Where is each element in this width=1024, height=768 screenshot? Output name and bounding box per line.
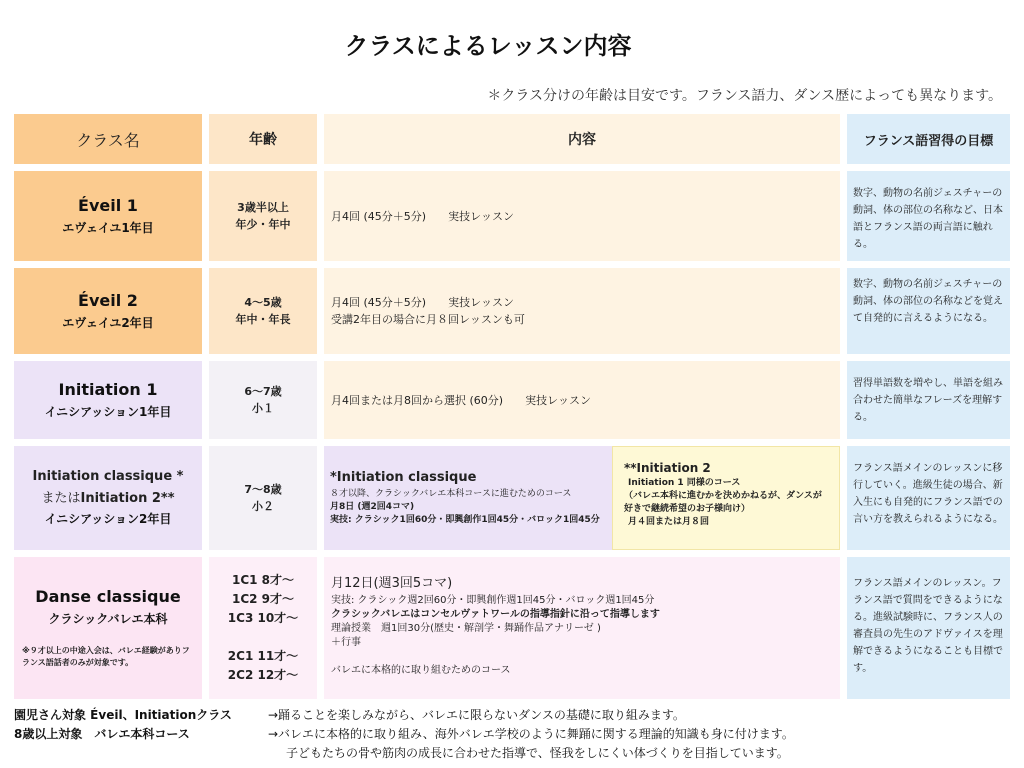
- row-initiation1-goal: 習得単語数を増やし、単語を組み合わせた簡単なフレーズを理解する。: [847, 361, 1010, 439]
- i2-line: 好きで継続希望のお子様向け）: [624, 504, 751, 514]
- age-line: 1C1 8才〜: [231, 573, 295, 587]
- ic-line: 実技: クラシック1回60分・即興創作1回45分・バロック1回45分: [330, 515, 600, 525]
- age-line: 6〜7歳: [244, 385, 282, 398]
- row-eveil2-name: [14, 268, 202, 354]
- header-goal-label: フランス語習得の目標: [863, 133, 994, 149]
- content-line: 月4回または月8回から選択 (60分) 実技レッスン: [331, 393, 591, 407]
- age-line: 小２: [252, 500, 274, 513]
- header-age-label: 年齢: [249, 132, 277, 148]
- row-initiation1-subtitle: イニシアッション1年目: [44, 405, 172, 419]
- row-danse-content: [324, 557, 840, 699]
- row-eveil1-goal: 数字、動物の名前ジェスチャーの動詞、体の部位の名称など、日本語とフランス語の両言語に触れる。: [847, 171, 1010, 261]
- bottom-label-2: 8歳以上対象 バレエ本科コース: [14, 727, 190, 741]
- header-class-name: [14, 114, 202, 164]
- row-initiation1-title: Initiation 1: [58, 380, 158, 399]
- row-danse-name: [14, 557, 202, 699]
- row-initiation2-name: [14, 446, 202, 550]
- row-eveil2-age: [209, 268, 317, 354]
- row-danse-note: ※９才以上の中途入会は、バレエ経験がありフランス語話者のみが対象です。: [22, 646, 190, 667]
- i2-line: Initiation 1 同様のコース: [628, 478, 741, 488]
- content-line: 受講2年目の場合に月８回レッスンも可: [331, 313, 525, 326]
- i2-line: 月４回または月８回: [628, 517, 710, 527]
- age-line: 年中・年長: [235, 313, 291, 326]
- header-content: [324, 114, 840, 164]
- row-eveil1-age: [209, 171, 317, 261]
- row-initiation2-age: [209, 446, 317, 550]
- age-line: 2C2 12才〜: [227, 668, 299, 682]
- row-initiation1-age: [209, 361, 317, 439]
- row-initiation2-subtitle: イニシアッション2年目: [44, 512, 172, 526]
- row-initiation1-content: [324, 361, 840, 439]
- age-line: 1C3 10才〜: [227, 611, 299, 625]
- header-class-name-label: クラス名: [76, 130, 140, 150]
- row-danse-subtitle: クラシックバレエ本科: [48, 612, 168, 626]
- age-line: 3歳半以上: [237, 201, 289, 214]
- row-eveil2-goal: 数字、動物の名前ジェスチャーの動詞、体の部位の名称などを覚えて自発的に言えるようになる。: [847, 268, 1010, 354]
- content-line: ＋行事: [331, 637, 361, 648]
- content-line: バレエに本格的に取り組むためのコース: [331, 665, 511, 676]
- initiation2-heading: **Initiation 2: [624, 461, 711, 475]
- content-line: クラシックバレエはコンセルヴァトワールの指導指針に沿って指導します: [331, 609, 660, 620]
- initiation-classique-heading: *Initiation classique: [330, 470, 477, 485]
- bottom-text-1: →踊ることを楽しみながら、バレエに限らないダンスの基礎に取り組みます。: [268, 708, 685, 722]
- header-goal: [847, 114, 1010, 164]
- content-line: 月4回 (45分＋5分) 実技レッスン: [331, 209, 514, 223]
- bottom-text-3: 子どもたちの骨や筋肉の成長に合わせた指導で、怪我をしにくい体づくりを目指しています。: [286, 746, 789, 760]
- i2-line: （バレエ本科に進むかを決めかねるが、ダンスが: [624, 491, 822, 501]
- initiation2-box: [612, 446, 840, 550]
- row-eveil1-content: [324, 171, 840, 261]
- row-danse-age: [209, 557, 317, 699]
- ic-line: ８才以降、クラシックバレエ本科コースに進むためのコース: [330, 489, 572, 499]
- row-initiation2-goal: フランス語メインのレッスンに移行していく。進級生徒の場合、新入生にも自発的にフランス語での言い方を教えられるようになる。: [847, 446, 1010, 550]
- content-line: 理論授業 週1回30分(歴史・解剖学・舞踊作品アナリーゼ ): [331, 623, 601, 634]
- row-eveil1-name: [14, 171, 202, 261]
- row-initiation-classique-title: Initiation classique *: [32, 469, 184, 484]
- or-label: または: [41, 491, 81, 506]
- age-line: 年少・年中: [235, 218, 291, 231]
- row-eveil1-title: Éveil 1: [78, 196, 138, 215]
- row-danse-goal: フランス語メインのレッスン。フランス語で質問をできるようになる。進級試験時に、フランス人の審査員の先生のアドヴァイスを理解できるようになることも目標です。: [847, 557, 1010, 699]
- age-line: 1C2 9才〜: [231, 592, 295, 606]
- age-line: 4〜5歳: [244, 296, 282, 309]
- page-title: クラスによるレッスン内容: [344, 32, 632, 60]
- row-eveil2-title: Éveil 2: [78, 291, 138, 310]
- content-line: 実技: クラシック週2回60分・即興創作週1回45分・バロック週1回45分: [331, 595, 655, 606]
- age-line: 2C1 11才〜: [227, 649, 299, 663]
- row-initiation1-name: [14, 361, 202, 439]
- row-initiation2-title-line: [41, 487, 174, 506]
- row-eveil2-subtitle: エヴェイユ2年目: [62, 316, 154, 330]
- row-danse-title: Danse classique: [35, 587, 181, 606]
- header-content-label: 内容: [568, 132, 596, 148]
- content-spacer: [331, 650, 840, 664]
- age-note: ＊クラス分けの年齢は目安です。フランス語力、ダンス歴によっても異なります。: [487, 88, 1002, 104]
- ic-line: 月8日 (週2回4コマ): [330, 502, 415, 512]
- bottom-text-2: →バレエに本格的に取り組み、海外バレエ学校のように舞踊に関する理論的知識も身に付けます。: [268, 727, 794, 741]
- age-line: 7〜8歳: [244, 483, 282, 496]
- header-age: [209, 114, 317, 164]
- row-initiation2-title: Initiation 2**: [80, 491, 175, 506]
- age-line: 小１: [252, 402, 274, 415]
- bottom-label-1: 園児さん対象 Éveil、Initiationクラス: [14, 708, 232, 722]
- initiation-classique-box: [324, 446, 612, 550]
- row-eveil2-content: [324, 268, 840, 354]
- row-eveil1-subtitle: エヴェイユ1年目: [62, 221, 154, 235]
- content-line: 月4回 (45分＋5分) 実技レッスン: [331, 296, 514, 309]
- danse-content-head: 月12日(週3回5コマ): [331, 576, 453, 591]
